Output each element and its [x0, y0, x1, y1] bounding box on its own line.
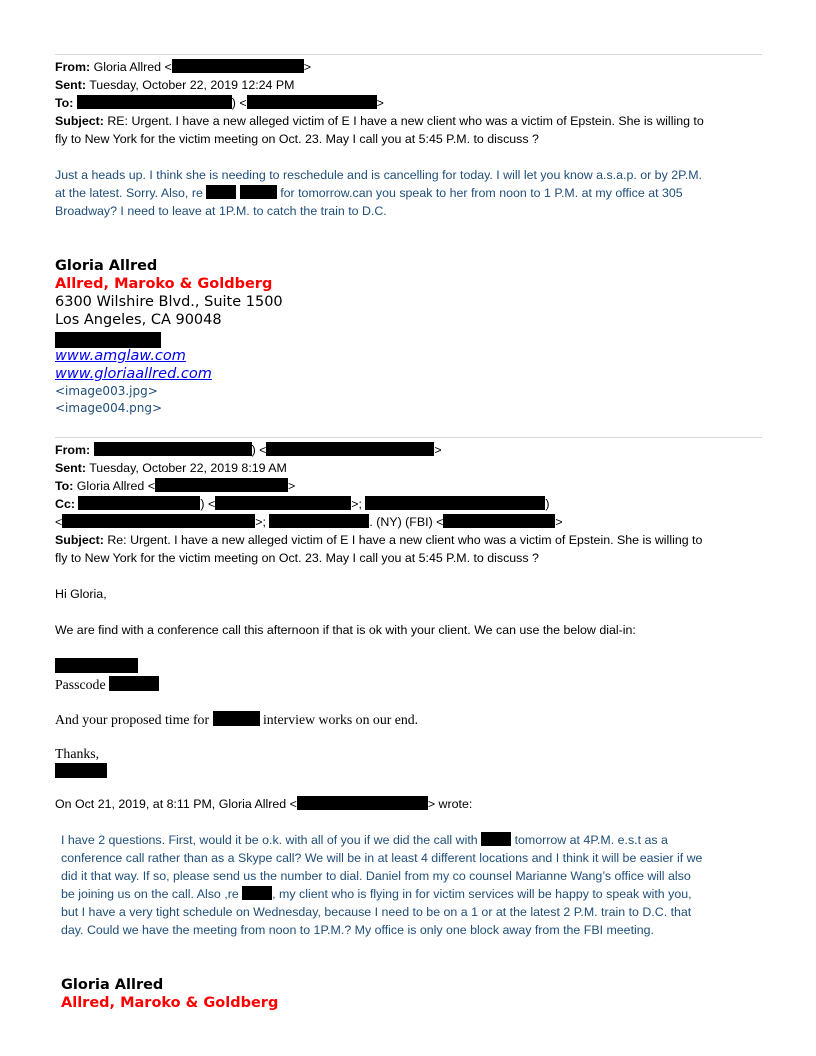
email2-subject-row	[55, 532, 702, 549]
subject-label: Subject:	[55, 533, 104, 547]
quote-line: but I have a very tight schedule on Wednesday, because I need to be on a 1 or at the latest 2 P.M. train to D.C. that	[61, 905, 692, 919]
signature-firm: Allred, Maroko & Goldberg	[55, 276, 273, 292]
email2-cc-row-2: < >; . (NY) (FBI) < >	[55, 515, 563, 529]
quote-line: be joining us on the call. Also ,re , my client who is flying in for victim services will be happy to speak with you,	[61, 887, 692, 901]
redaction	[365, 496, 545, 510]
sent-value: Tuesday, October 22, 2019 8:19 AM	[89, 461, 287, 475]
signature-name: Gloria Allred	[61, 977, 164, 993]
quote-header: On Oct 21, 2019, at 8:11 PM, Gloria Allred < > wrote:	[55, 797, 473, 811]
from-value: Gloria Allred <	[93, 60, 172, 74]
divider	[55, 54, 762, 55]
redaction	[172, 59, 304, 73]
email1-body-line: at the latest. Sorry. Also, re for tomorrow.can you speak to her from noon to 1 P.M. at my office at 305	[55, 186, 683, 200]
email2-sent-row	[55, 460, 287, 477]
redaction	[77, 95, 232, 109]
redaction	[266, 442, 434, 456]
redaction	[55, 658, 138, 676]
to-label: To:	[55, 96, 74, 110]
subject-value: Re: Urgent. I have a new alleged victim of E I have a new client who was a victim of Epstein. She is willing to	[107, 533, 703, 547]
passcode-row: Passcode	[55, 676, 159, 693]
quote-line: conference call rather than as a Skype call? We will be in at least 4 different locations and I think it will be easier if we	[61, 851, 703, 865]
redaction	[247, 95, 377, 109]
from-label: From:	[55, 443, 91, 457]
website-link[interactable]: www.amglaw.com	[55, 348, 186, 364]
greeting: Hi Gloria,	[55, 587, 107, 601]
sent-label: Sent:	[55, 78, 86, 92]
proposed-time-line: And your proposed time for interview works on our end.	[55, 712, 419, 727]
email2-subject-row-2: fly to New York for the victim meeting on Oct. 23. May I call you at 5:45 P.M. to discuss ?	[55, 551, 539, 565]
quote-line: I have 2 questions. First, would it be o.k. with all of you if we did the call with tomorrow at 4P.M. e.s.t as a	[61, 833, 668, 847]
redaction	[109, 676, 159, 691]
email2-to-row: To: Gloria Allred < >	[55, 479, 296, 493]
redaction	[206, 185, 236, 199]
redaction	[94, 442, 252, 456]
signature-name: Gloria Allred	[55, 258, 158, 274]
redaction	[155, 478, 288, 492]
redaction	[443, 514, 555, 528]
email1-subject-row	[55, 113, 704, 130]
email1-body-line: Just a heads up. I think she is needing to reschedule and is cancelling for today. I will let you know a.s.a.p. or by 2P.M.	[55, 168, 702, 182]
redaction	[481, 832, 511, 846]
redaction	[242, 886, 272, 900]
redaction	[269, 514, 369, 528]
to-label: To:	[55, 479, 74, 493]
website-link[interactable]: www.gloriaallred.com	[55, 366, 212, 382]
quote-line: did it that way. If so, please send us the number to dial. Daniel from my co counsel Marianne Wang’s office will also	[61, 869, 691, 883]
email1-from-row: From: Gloria Allred < >	[55, 60, 311, 74]
email1-to-row: To: ) < >	[55, 96, 384, 110]
email1-subject-row-2: fly to New York for the victim meeting on Oct. 23. May I call you at 5:45 P.M. to discuss ?	[55, 132, 539, 146]
from-label: From:	[55, 60, 91, 74]
email1-sent-row	[55, 77, 294, 94]
email1-body-line: Broadway? I need to leave at 1P.M. to catch the train to D.C.	[55, 204, 387, 218]
redaction	[78, 496, 200, 510]
subject-value: RE: Urgent. I have a new alleged victim of E I have a new client who was a victim of Epstein. She is willing to	[107, 114, 704, 128]
redaction	[55, 763, 107, 781]
quote-line: day. Could we have the meeting from noon to 1P.M.? My office is only one block away from the FBI meeting.	[61, 923, 654, 937]
redaction	[213, 711, 260, 726]
signature-address: Los Angeles, CA 90048	[55, 312, 222, 328]
redaction	[62, 514, 255, 528]
cc-label: Cc:	[55, 497, 75, 511]
redaction	[215, 496, 351, 510]
thanks: Thanks,	[55, 746, 100, 761]
signature-firm: Allred, Maroko & Goldberg	[61, 995, 279, 1011]
signature-address: 6300 Wilshire Blvd., Suite 1500	[55, 294, 283, 310]
sent-value: Tuesday, October 22, 2019 12:24 PM	[89, 78, 295, 92]
divider	[55, 437, 762, 438]
attachment-placeholder: <image004.png>	[55, 401, 163, 415]
subject-label: Subject:	[55, 114, 104, 128]
attachment-placeholder: <image003.jpg>	[55, 384, 158, 398]
email2-body-line: We are find with a conference call this afternoon if that is ok with your client. We can use the below dial-in:	[55, 623, 636, 637]
email2-cc-row: Cc: ) < >; )	[55, 497, 550, 511]
redaction	[297, 796, 428, 810]
sent-label: Sent:	[55, 461, 86, 475]
redaction	[240, 185, 277, 199]
email2-from-row: From: ) < >	[55, 443, 442, 457]
